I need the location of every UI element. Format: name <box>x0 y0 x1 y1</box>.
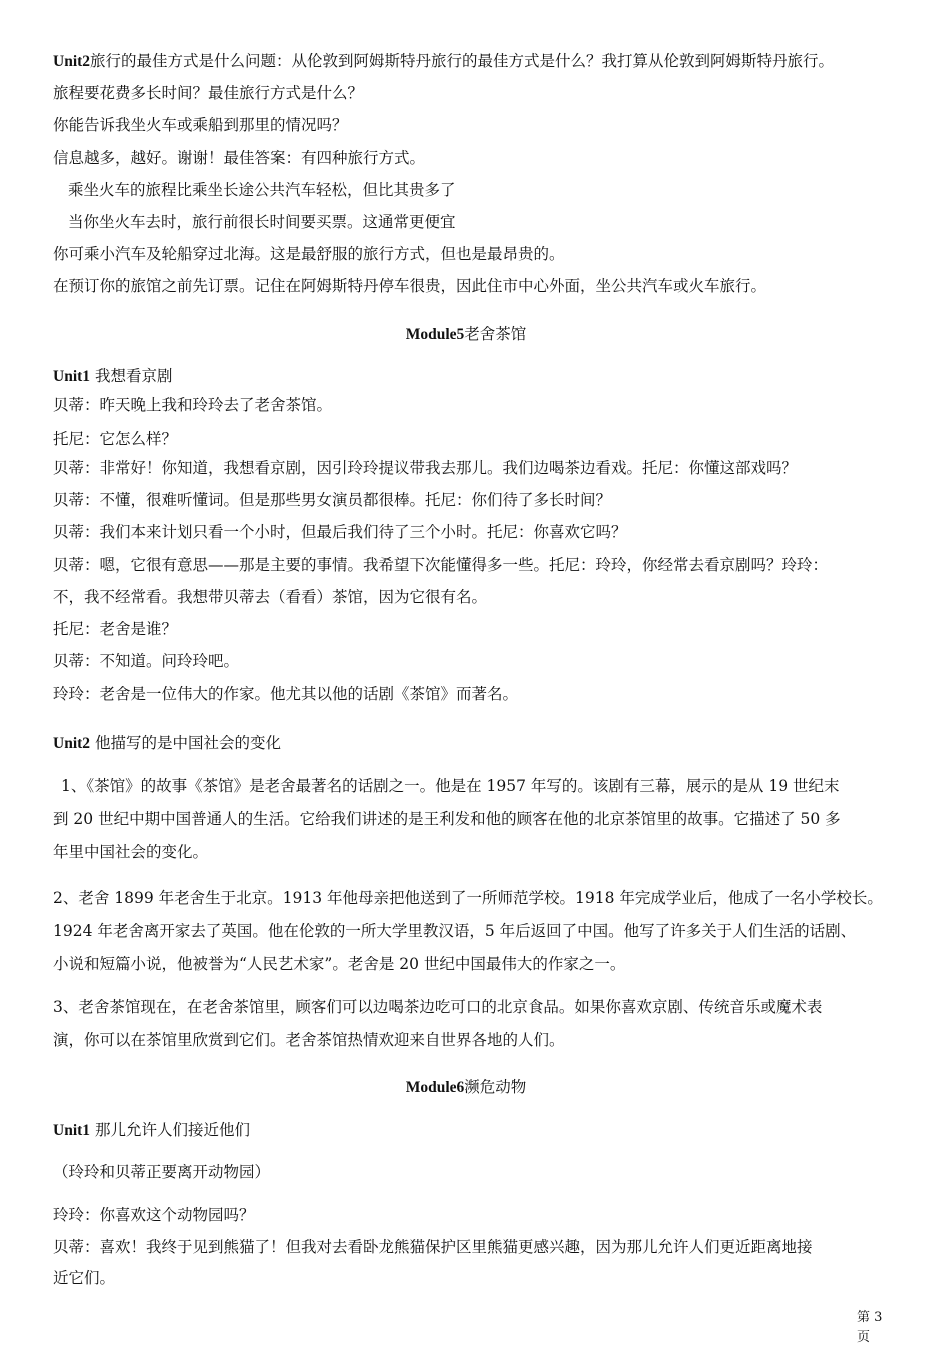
dialogue-line: 托尼：它怎么样？ <box>53 430 178 448</box>
paragraph-text: 乘坐火车的旅程比乘坐长途公共汽车轻松，但比其贵多了 <box>68 181 456 199</box>
unit-title: 那儿允许人们接近他们 <box>94 1121 250 1139</box>
paragraph-text: 你可乘小汽车及轮船穿过北海。这是最舒服的旅行方式，但也是最昂贵的。 <box>53 245 565 263</box>
dialogue-line: 近它们。 <box>53 1269 116 1287</box>
module5-heading: Module5老舍茶馆 <box>405 325 527 343</box>
paragraph-text: 2、老舍 1899 年老舍生于北京。1913 年他母亲把他送到了一所师范学校。1918 年完成学业后，他成了一名小学校长。 <box>53 889 883 907</box>
module5-unit2-heading <box>53 733 281 754</box>
unit-title: 我想看京剧 <box>94 367 173 385</box>
page-number: 第 3 页 <box>857 1310 883 1345</box>
dialogue-line: 贝蒂：非常好！你知道，我想看京剧，因引玲玲提议带我去那儿。我们边喝茶边看戏。托尼：你懂这部戏吗？ <box>53 459 798 477</box>
unit-label: Unit2 <box>53 735 91 752</box>
dialogue-line: 贝蒂：不知道。问玲玲吧。 <box>53 652 240 670</box>
paragraph-text: 演，你可以在茶馆里欣赏到它们。老舍茶馆热情欢迎来自世界各地的人们。 <box>53 1031 565 1049</box>
module6-heading: Module6濒危动物 <box>405 1078 527 1096</box>
dialogue-line: 玲玲：你喜欢这个动物园吗？ <box>53 1206 255 1224</box>
dialogue-line: 贝蒂：嗯，它很有意思——那是主要的事情。我希望下次能懂得多一些。托尼：玲玲，你经常去看京剧吗？玲玲： <box>53 556 829 574</box>
unit-label: Unit2 <box>53 53 91 70</box>
unit-label: Unit1 <box>53 1122 91 1139</box>
paragraph-text: 信息越多，越好。谢谢！最佳答案：有四种旅行方式。 <box>53 149 426 167</box>
paragraph-text: 1、《茶馆》的故事《茶馆》是老舍最著名的话剧之一。他是在 1957 年写的。该剧有三幕，展示的是从 19 世纪末 <box>61 777 840 795</box>
paragraph-text: 旅程要花费多长时间？最佳旅行方式是什么？ <box>53 84 364 102</box>
module6-unit1-heading <box>53 1120 250 1141</box>
paragraph-text: 小说和短篇小说，他被誉为“人民艺术家”。老舍是 20 世纪中国最伟大的作家之一。 <box>53 955 626 973</box>
dialogue-line: 贝蒂：不懂，很难听懂词。但是那些男女演员都很棒。托尼：你们待了多长时间？ <box>53 491 612 509</box>
paragraph-text: 到 20 世纪中期中国普通人的生活。它给我们讲述的是王利发和他的顾客在他的北京茶馆里的故事。它描述了 50 多 <box>53 810 841 828</box>
unit2-line-1 <box>53 51 834 72</box>
paragraph-text: 在预订你的旅馆之前先订票。记住在阿姆斯特丹停车很贵，因此住市中心外面，坐公共汽车或火车旅行。 <box>53 277 767 295</box>
module5-unit1-heading <box>53 366 173 387</box>
unit-label: Unit1 <box>53 368 91 385</box>
paragraph-text: 旅行的最佳方式是什么问题：从伦敦到阿姆斯特丹旅行的最佳方式是什么？我打算从伦敦到阿姆斯特丹旅行。 <box>90 52 835 70</box>
dialogue-line: 不，我不经常看。我想带贝蒂去（看看）茶馆，因为它很有名。 <box>53 588 488 606</box>
stage-direction: （玲玲和贝蒂正要离开动物园） <box>53 1163 271 1181</box>
paragraph-text: 1924 年老舍离开家去了英国。他在伦敦的一所大学里教汉语，5 年后返回了中国。他写了许多关于人们生活的话剧、 <box>53 922 857 940</box>
dialogue-line: 玲玲：老舍是一位伟大的作家。他尤其以他的话剧《茶馆》而著名。 <box>53 685 519 703</box>
unit-title: 他描写的是中国社会的变化 <box>94 734 281 752</box>
paragraph-text: 当你坐火车去时，旅行前很长时间要买票。这通常更便宜 <box>68 213 456 231</box>
dialogue-line: 贝蒂：昨天晚上我和玲玲去了老舍茶馆。 <box>53 396 333 414</box>
paragraph-text: 你能告诉我坐火车或乘船到那里的情况吗？ <box>53 116 348 134</box>
dialogue-line: 贝蒂：我们本来计划只看一个小时，但最后我们待了三个小时。托尼：你喜欢它吗？ <box>53 523 627 541</box>
dialogue-line: 托尼：老舍是谁？ <box>53 620 178 638</box>
dialogue-line: 贝蒂：喜欢！我终于见到熊猫了！但我对去看卧龙熊猫保护区里熊猫更感兴趣，因为那儿允许人们更近距离地接 <box>53 1238 813 1256</box>
paragraph-text: 3、老舍茶馆现在，在老舍茶馆里，顾客们可以边喝茶边吃可口的北京食品。如果你喜欢京剧、传统音乐或魔术表 <box>53 998 823 1016</box>
paragraph-text: 年里中国社会的变化。 <box>53 843 209 861</box>
